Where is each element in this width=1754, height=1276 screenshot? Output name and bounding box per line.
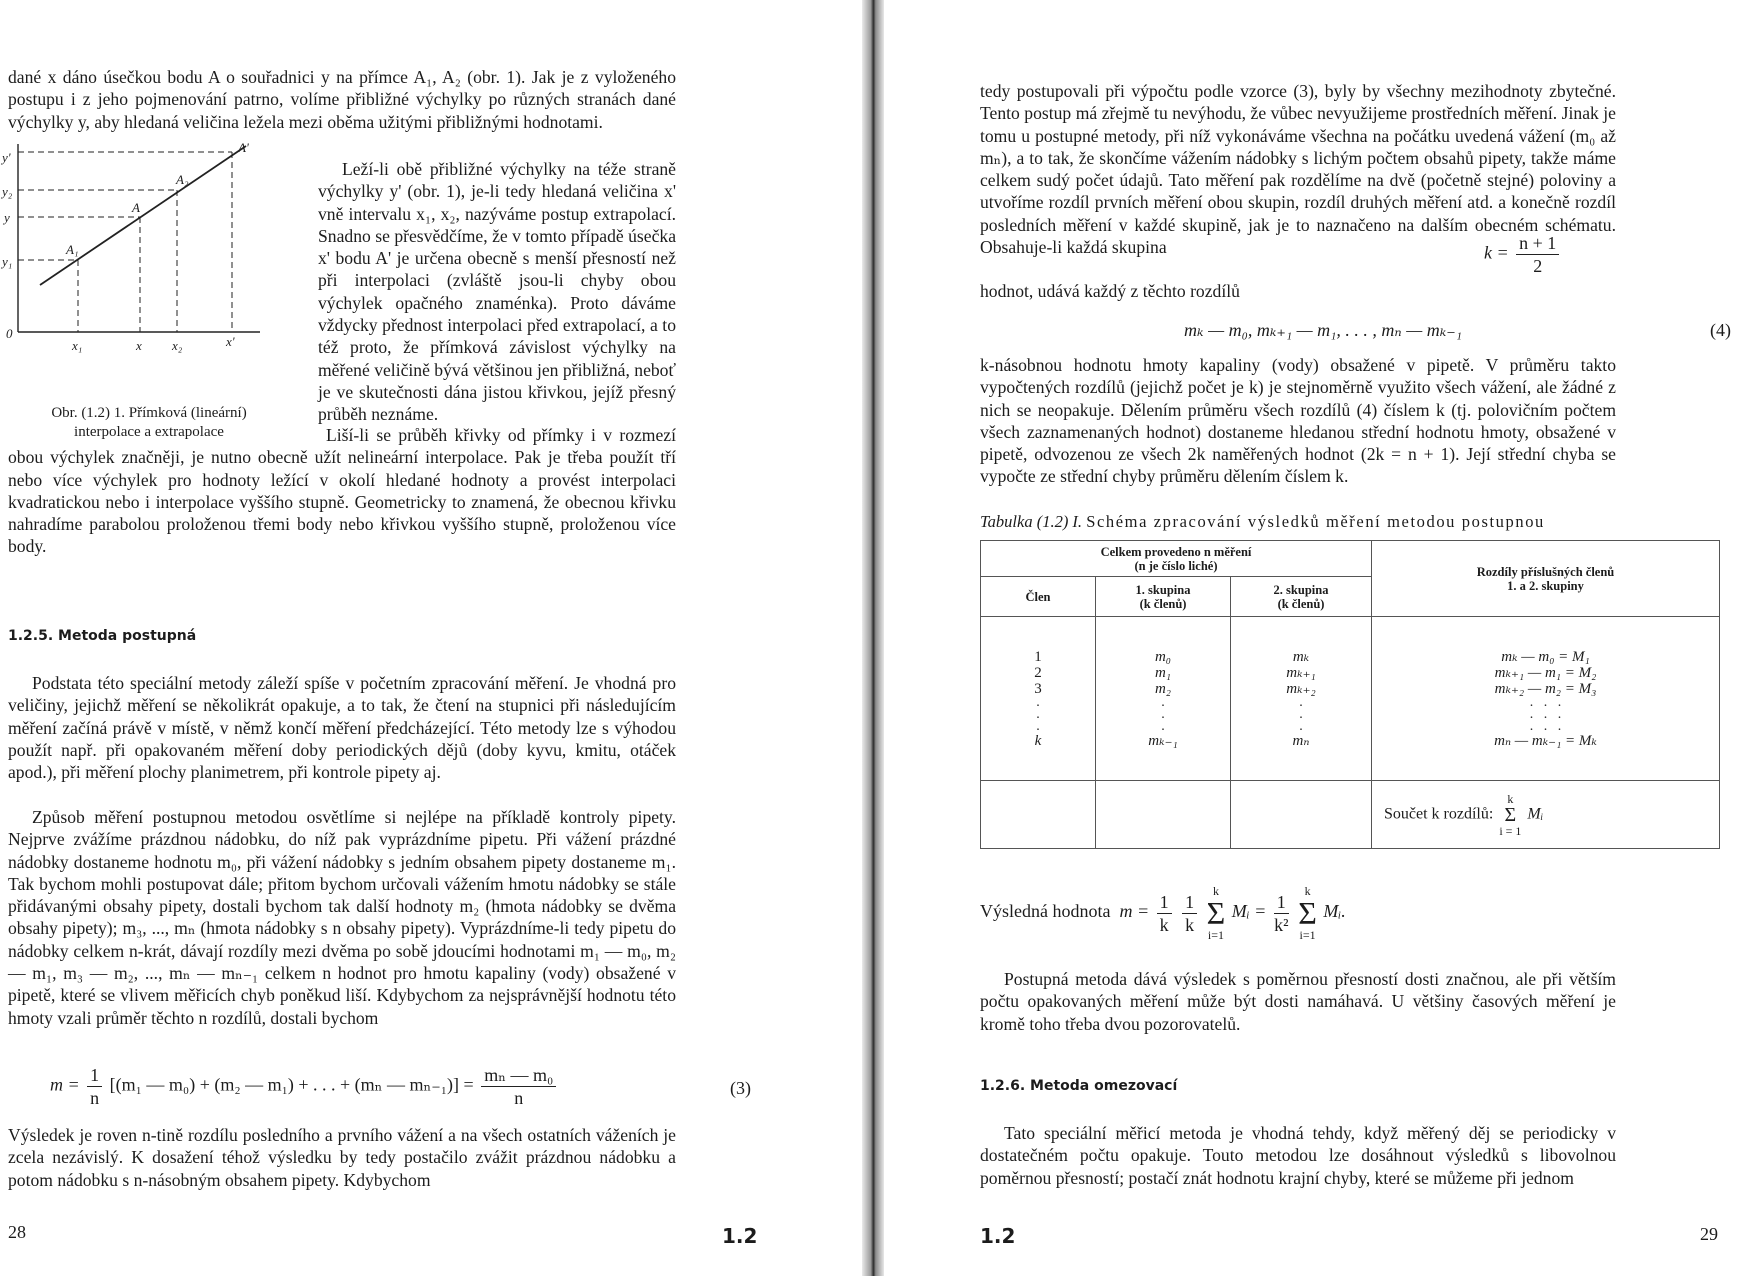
equation-4-number: (4) [1710, 320, 1731, 340]
label-A1: A₁ [66, 242, 79, 257]
group-2-column: mₖ mₖ₊₁ mₖ₊₂ . . . mₙ [1231, 617, 1372, 781]
label-y2: y₂ [2, 184, 13, 199]
header-differences: Rozdíly příslušných členů 1. a 2. skupiny [1372, 541, 1720, 617]
results-table [980, 540, 1720, 849]
figure-caption: Obr. (1.2) 1. Přímková (lineární) interpolace a extrapolace [51, 405, 247, 440]
member-column: 1 2 3 . . . k [981, 617, 1096, 781]
header-group-1: 1. skupina (k členů) [1096, 577, 1231, 617]
label-y: y [4, 210, 10, 225]
book-gutter [862, 0, 884, 1276]
side-paragraph-2: Liší-li se průběh křivky od přímky i v rozmezí obou výchylek značněji, je nutno obecně užít nelineární interpolace. Pak je třeba použít tří nebo více výchylek pro hodnoty ležící v okolí hledané hodnoty a provést interpolaci kvadratickou nebo i interpolace vyššího stupně. Geometricky to znamená, že obecnou křivku nahradíme parabolou proloženou třemi body nebo křivkou vyššího stupně, proloženou více body. [8, 425, 676, 557]
label-A-prime: A' [238, 140, 249, 155]
label-origin: 0 [6, 326, 13, 341]
label-x-prime: x' [226, 334, 235, 349]
paragraph-method-intro: Podstata této speciální metody záleží spíše v početním zpracování měření. Je vhodná pro veličiny, jejichž měření se několikrát opakuje, a to tak, že čtení na stupnici při následujícím měření začíná právě v místě, v němž končí měření předcházející. Této metody lze s výhodou použít např. při opakovaném měření doby periodických dějů (doby kyvu, kmitu, otáček apod.), při měření plochy planimetrem, při kontrole pipety aj. [8, 673, 676, 783]
sum-cell: Součet k rozdílů: k Σ i = 1 Mᵢ [1372, 781, 1720, 849]
intro-paragraph: dané x dáno úsečkou bodu A o souřadnici y na přímce A₁, A₂ (obr. 1). Jak je z vyloženého postupu i z jeho pojmenování patrno, volíme přibližné výchylky po různých stranách dané výchylky y, aby hledaná veličina ležela mezi oběma užitými přibližnými hodnotami. [8, 67, 676, 132]
header-member: Člen [981, 577, 1096, 617]
label-x2: x₂ [172, 338, 183, 353]
label-x: x [136, 338, 142, 353]
page-number-right: 29 [1700, 1224, 1718, 1244]
equation-3: m = $\frac{1}{n}$ [(m₁ — m₀) + (m₂ — m₁) + . . . + (mₙ — mₙ₋₁)] = $\frac{\text{mₙ — m₀}}{n}$ [50, 1064, 559, 1109]
right-page [884, 0, 1754, 1276]
label-A2: A₂ [176, 172, 189, 187]
paragraph-average: k-násobnou hodnotu hmoty kapaliny (vody) obsažené v pipetě. V průměru takto vypočtených rozdílů (jejichž počet je k) je stejnoměrně využito všech vážení, ale žádné z nich se neopakuje. Dělením průměru všech rozdílů (4) číslem k (tj. polovičním počtem všech zaznamenaných hodnot) dostaneme hledanou střední hodnotu hmoty, obsažené v pipetě, odvozenou ze všech 2k naměřených hodnot (2k = n + 1). Její střední chyba se vypočte ze střední chyby průměru dělením číslem k. [980, 355, 1616, 487]
differences-column: mₖ — m₀ = M₁ mₖ₊₁ — m₁ = M₂ mₖ₊₂ — m₂ = M₃ . . . . . . . . . mₙ — mₖ₋₁ = Mₖ [1372, 617, 1720, 781]
section-heading-1-2-5: 1.2.5. Metoda postupná [8, 628, 197, 644]
label-y-prime: y' [2, 150, 11, 165]
table-sum-row [981, 781, 1720, 849]
header-group: Celkem provedeno n měření (n je číslo liché) [981, 541, 1372, 577]
label-x1: x₁ [72, 338, 83, 353]
result-formula: Výsledná hodnota m = $\frac{1}{k}$ $\frac{1}{k}$ k Σ i=1 Mᵢ = $\frac{1}{\text{k²}}$ k Σ i=1 Mᵢ. [980, 884, 1346, 942]
k-formula: k = $\frac{n + 1}{2}$ [1484, 232, 1562, 277]
equation-3-number: (3) [730, 1078, 751, 1098]
interpolation-line [40, 146, 246, 285]
label-y1: y₁ [2, 254, 13, 269]
side-paragraph-1: Leží-li obě přibližné výchylky na téže straně výchylky y' (obr. 1), je-li tedy hledaná veličina x' vně intervalu x₁, x₂, nazýváme postup extrapolací. Snadno se přesvědčíme, že v tomto případě úsečka x' bodu A' je určena obecně s menší přesností než při interpolaci (zvláště jsou-li chyby obou výchylek opačného znaménka). Proto dáváme vždycky přednost interpolaci před extrapolací, a to též proto, že přímková závislost výchylky na měřené veličině bývá většinou jen přibližná, neboť je ve skutečnosti dána jistou křivkou, jejíž přesný průběh neznáme. [318, 159, 676, 425]
footer-section-right: 1.2 [980, 1224, 1016, 1248]
table-caption: Tabulka (1.2) I. Schéma zpracování výsledků měření metodou postupnou [980, 512, 1545, 531]
paragraph-continuation-tail: hodnot, udává každý z těchto rozdílů [980, 281, 1240, 301]
footer-section-left: 1.2 [722, 1224, 758, 1248]
header-group-2: 2. skupina (k členů) [1231, 577, 1372, 617]
paragraph-continuation: tedy postupovali při výpočtu podle vzorce (3), byly by všechny mezihodnoty zbytečné. Tento postup má zřejmě tu nevýhodu, že vůbec nevyužijeme prostředních měření. Jinak je tomu u postupné metody, při níž vykonáváme všechna na počátku uvedená vážení (m₀ až mₙ), a to tak, že skončíme vážením nádobky s lichým počtem obsahů pipety, takže máme celkem sudý počet údajů. Tato měření pak rozdělíme na dvě (početně stejné) poloviny a utvoříme rozdíl prvních měření obou skupin, rozdíl druhých měření atd. a konečně rozdíl posledních měření v každé skupině, jak je to naznačeno na dalším obecném schématu. Obsahuje-li každá skupina [980, 81, 1616, 258]
paragraph-pipette-example: Způsob měření postupnou metodou osvětlíme si nejlépe na příkladě kontroly pipety. Nejprve zvážíme prázdnou nádobku, do níž pak vyprázdníme pipetu. Při vážení prázdné nádobky dostaneme hodnotu m₀, při vážení nádobky s jedním obsahem pipety dostaneme m₁. Tak bychom mohli postupovat dále; přitom bychom určovali vážením hmotu nádobky se stále přidávanými obsahy pipety, dostali bychom tak další hodnoty m₂ (hmota nádobky se dvěma obsahy pipety); m₃, ..., mₙ (hmota nádobky s n obsahy pipety). Vyprázdníme-li tedy pipetu do nádobky celkem n-krát, dávají rozdíly mezi dvěma po sobě jdoucími hodnotami m₁ — m₀, m₂ — m₁, m₃ — m₂, ..., mₙ — mₙ₋₁ celkem n hodnot pro hmotu kapaliny (vody) obsažené v pipetě, které se vlivem měřicích chyb poněkud liší. Kdybychom za nejsprávnější hodnotu této hmoty vzali průměr těchto n rozdílů, dostali bychom [8, 807, 676, 1028]
group-1-column: m₀ m₁ m₂ . . . mₖ₋₁ [1096, 617, 1231, 781]
interpolation-figure [0, 140, 280, 370]
table-body-row [981, 617, 1720, 781]
equation-4: mₖ — m₀, mₖ₊₁ — m₁, . . . , mₙ — mₖ₋₁ [1184, 320, 1463, 340]
page-number-left: 28 [8, 1222, 26, 1242]
section-heading-1-2-6: 1.2.6. Metoda omezovací [980, 1078, 1178, 1094]
paragraph-result: Výsledek je roven n-tině rozdílu posledního a prvního vážení a na všech ostatních váženích je zcela nezávislý. K dosažení téhož výsledku by tedy postačilo zvážit prázdnou nádobku a potom nádobku s n-násobným obsahem pipety. Kdybychom [8, 1125, 676, 1190]
paragraph-conclusion: Postupná metoda dává výsledek s poměrnou přesností dosti značnou, ale při větším počtu opakovaných měření může být dosti namáhavá. U většiny časových měření je kromě toho třeba dvou pozorovatelů. [980, 969, 1616, 1034]
label-A: A [132, 200, 140, 215]
left-page [0, 0, 862, 1276]
paragraph-limiting-method: Tato speciální měřicí metoda je vhodná tehdy, když měřený děj se periodicky v dostatečném počtu opakuje. Touto metodou lze dosáhnout výsledků s libovolnou poměrnou přesností; postačí znát hodnotu krajní chyby, které se můžeme při jednom [980, 1123, 1616, 1188]
